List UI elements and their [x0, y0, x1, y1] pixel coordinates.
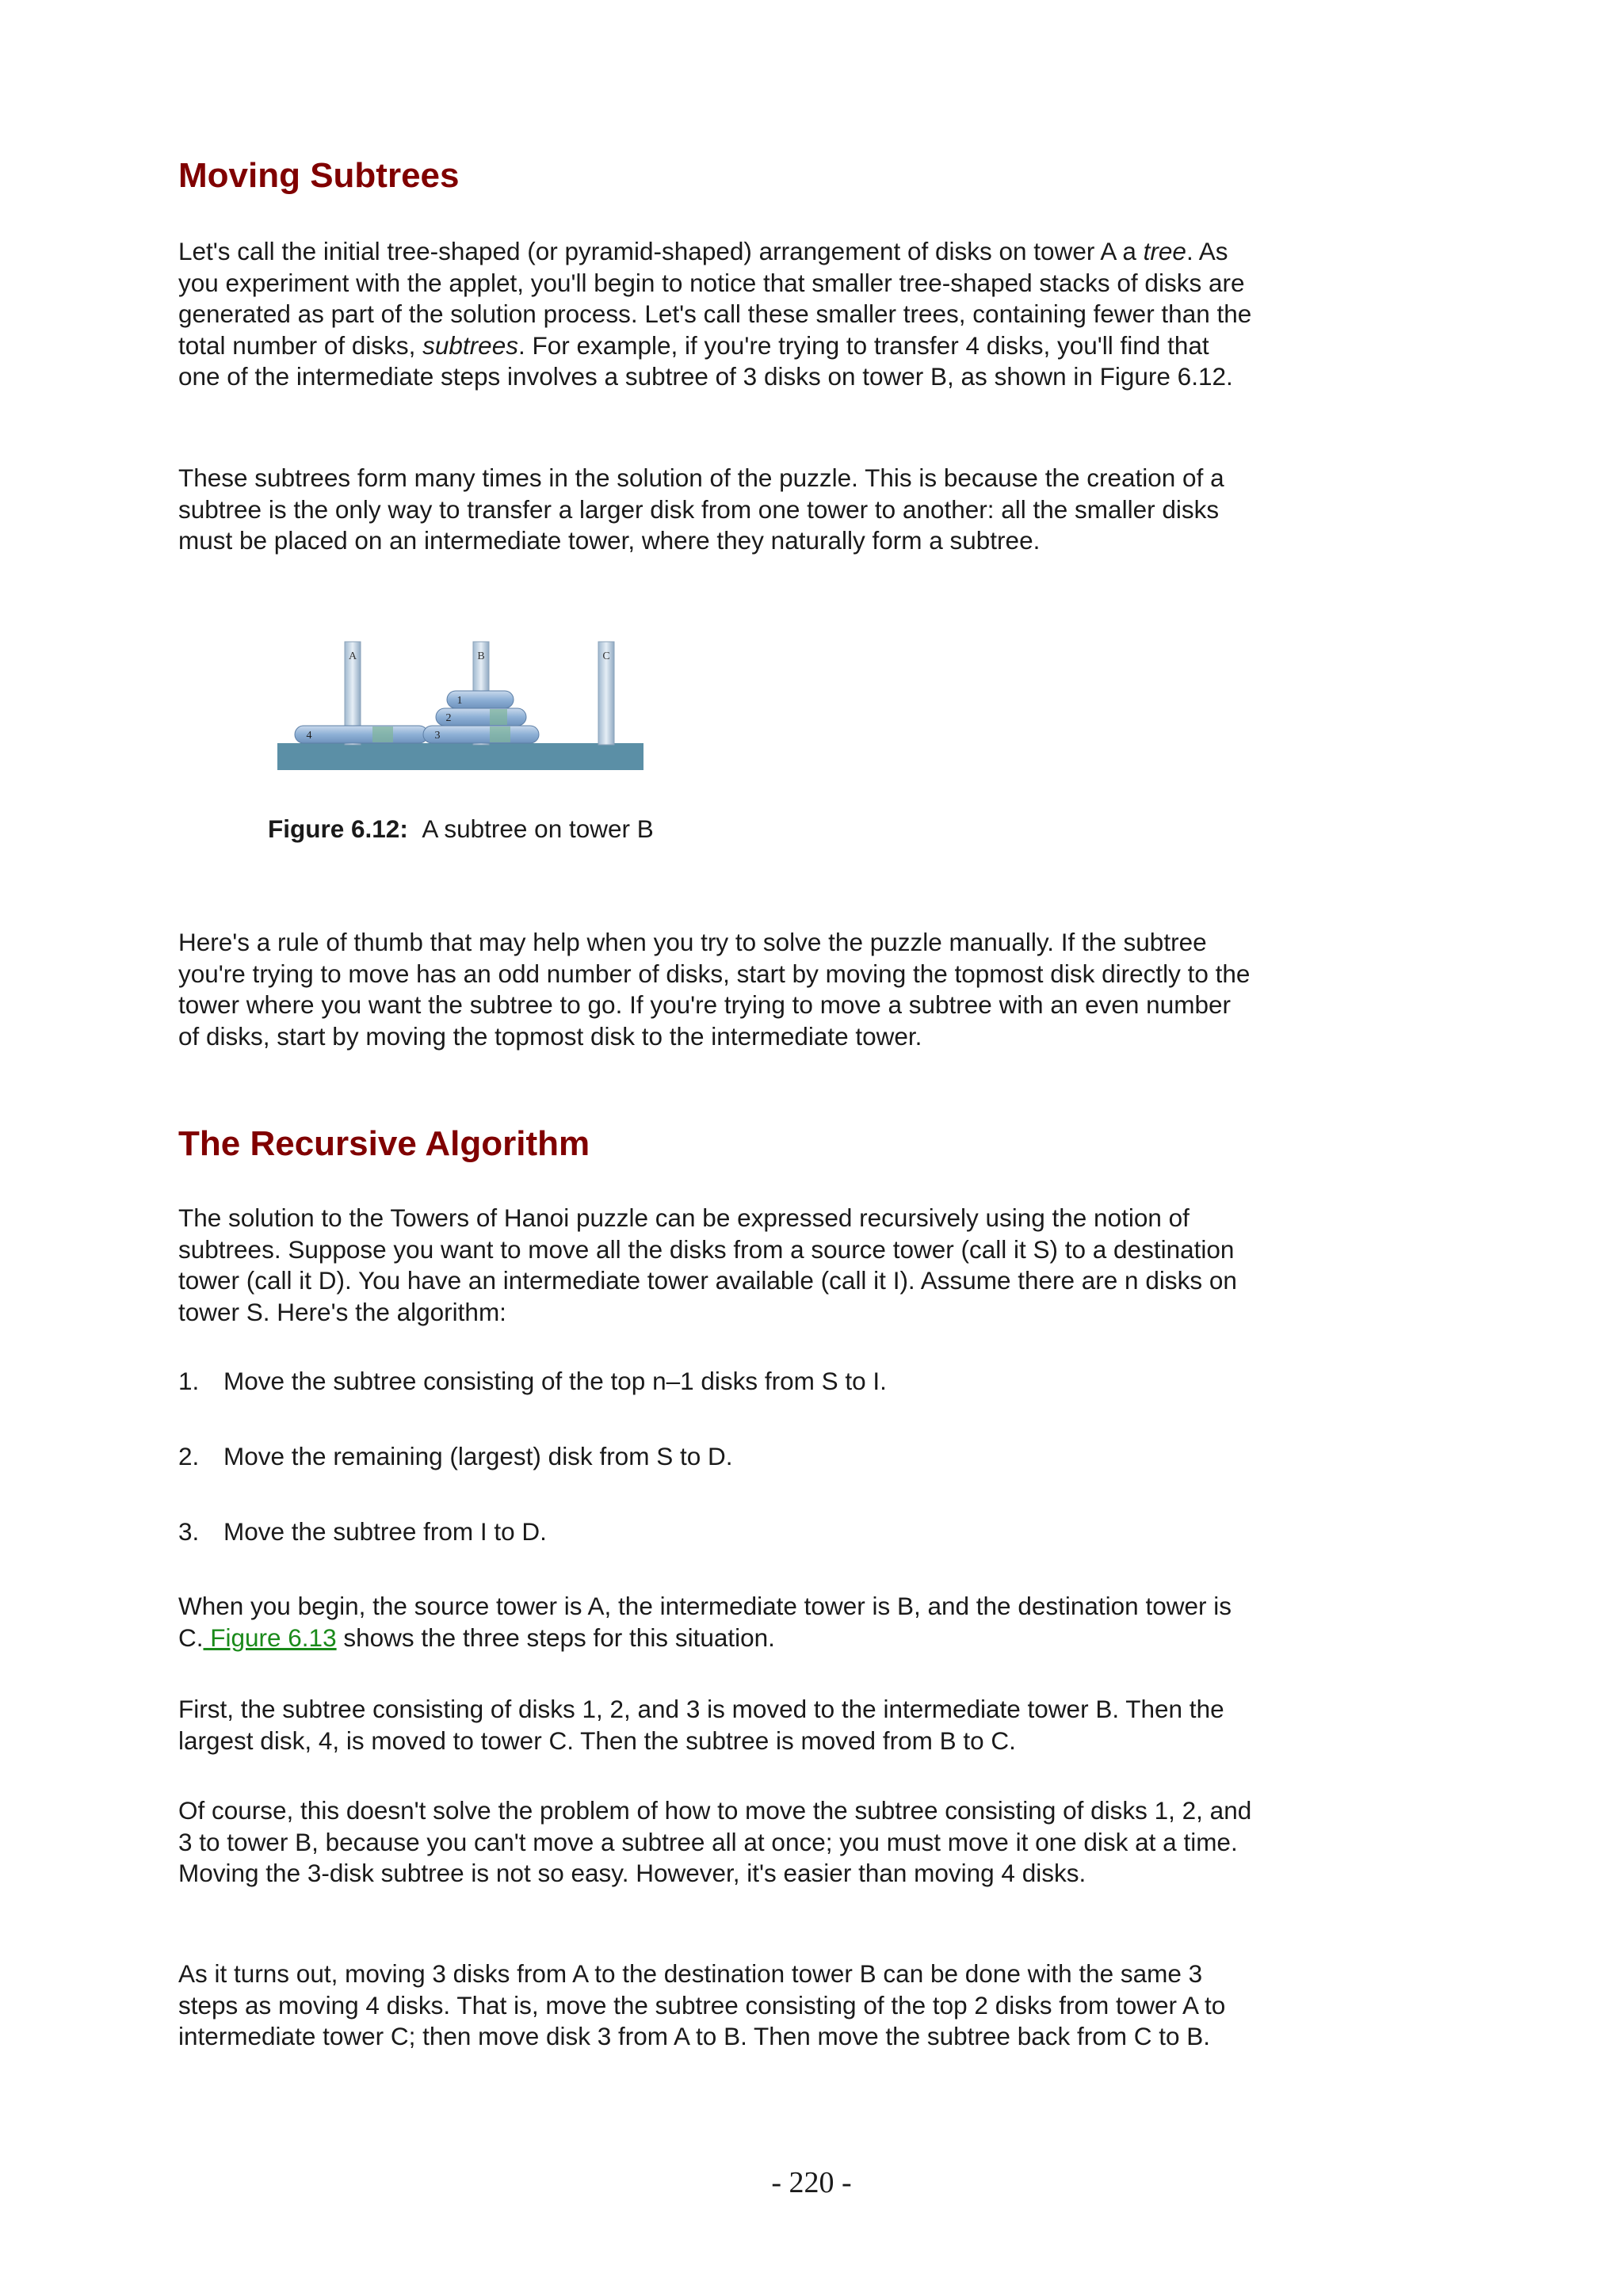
- paragraph: [178, 236, 1256, 393]
- tower-base: [277, 743, 643, 770]
- paragraph-text: As it turns out, moving 3 disks from A to the destination tower B can be done with the same 3 steps as moving 4 disks. That is, move the subtree consisting of the top 2 disks from tower A to intermediate tower C; then move disk 3 from A to B. Then move the subtree back from C to B.: [178, 1959, 1226, 2050]
- paragraph-text: These subtrees form many times in the solution of the puzzle. This is because the creation of a subtree is the only way to transfer a larger disk from one tower to another: all the smaller disks must be placed on an intermediate tower, where they naturally form a subtree.: [178, 463, 1224, 555]
- disk-label-1: 1: [456, 695, 463, 707]
- towers-of-hanoi-illustration: [277, 638, 643, 772]
- algorithm-step-list: [178, 1440, 1288, 1472]
- paragraph: [178, 1591, 1256, 1653]
- paragraph: [178, 1203, 1288, 1328]
- disk-highlight: [372, 727, 393, 742]
- text-span: When you begin, the source tower is A, the intermediate tower is B, and the destination tower is C.: [178, 1592, 1232, 1652]
- figure-6-12-image: [277, 638, 643, 772]
- section-heading: [178, 1123, 1288, 1165]
- caption-line: [268, 813, 1377, 845]
- figure-label: Figure 6.12:: [268, 814, 408, 843]
- paragraph: [178, 1795, 1256, 1890]
- paragraph-text: [178, 1591, 1256, 1653]
- paragraph-text: The solution to the Towers of Hanoi puzzle can be expressed recursively using the notion of subtrees. Suppose you want to move all the disks from a source tower (call it S) to a destination tower (call it D). You have an intermediate tower available (call it I). Assume there are n disks on tower S. Here's the algorithm:: [178, 1203, 1237, 1326]
- tower-label-c: C: [602, 650, 610, 662]
- emphasis-subtrees: subtrees: [422, 330, 518, 360]
- paragraph-text: Of course, this doesn't solve the problem of how to move the subtree consisting of disks 1, 2, and 3 to tower B, because you can't move a subtree all at once; you must move it one disk at a time. Moving the 3-disk subtree is not so easy. However, it's easier than moving 4 disks.: [178, 1796, 1252, 1887]
- tower-label-a: A: [348, 650, 357, 662]
- paragraph-text: First, the subtree consisting of disks 1, 2, and 3 is moved to the intermediate tower B. Then the largest disk, 4, is moved to tower C. Then the subtree is moved from B to C.: [178, 1695, 1224, 1755]
- text-span: . For example, if you're trying to transfer 4 disks, you'll find that one of the intermediate steps involves a subtree of 3 disks on tower B, as shown in Figure 6.12.: [178, 330, 1233, 391]
- disk-3: [423, 726, 539, 743]
- figure-caption: [268, 813, 1377, 845]
- tower-label-b: B: [477, 650, 485, 662]
- list-item: [178, 1516, 1288, 1547]
- list-item: [178, 1440, 1288, 1472]
- list-number: 2.: [178, 1442, 200, 1470]
- disk-label-3: 3: [434, 730, 441, 742]
- paragraph: [178, 463, 1256, 557]
- list-text: Move the subtree consisting of the top n–1 disks from S to I.: [223, 1367, 887, 1395]
- list-number: 1.: [178, 1367, 200, 1395]
- section-title-moving-subtrees: Moving Subtrees: [178, 156, 460, 195]
- list-item: [178, 1365, 1288, 1397]
- disk-label-4: 4: [306, 730, 312, 742]
- disk-label-2: 2: [445, 712, 452, 724]
- list-text: Move the subtree from I to D.: [223, 1517, 547, 1546]
- section-heading: [178, 155, 1288, 196]
- paragraph-text: [178, 236, 1256, 393]
- paragraph: [178, 1694, 1256, 1756]
- text-span: . As you experiment with the applet, you'll begin to notice that smaller tree-shaped stacks of disks are generated as part of the solution process. Let's call these smaller trees, containing fewer than the total number of disks,: [178, 237, 1252, 360]
- emphasis-tree: tree: [1143, 237, 1186, 265]
- list-number: 3.: [178, 1517, 200, 1546]
- figure-caption-text: A subtree on tower B: [422, 814, 654, 843]
- algorithm-step-list: [178, 1516, 1288, 1547]
- text-span: Let's call the initial tree-shaped (or pyramid-shaped) arrangement of disks on tower A a: [178, 237, 1144, 265]
- section-title-recursive-algorithm: The Recursive Algorithm: [178, 1124, 590, 1163]
- disk-4: [295, 726, 428, 743]
- disk-highlight: [490, 727, 510, 742]
- paragraph-text: Here's a rule of thumb that may help when you try to solve the puzzle manually. If the subtree you're trying to move has an odd number of disks, start by moving the topmost disk directly to the tower where you want the subtree to go. If you're trying to move a subtree with an even number of disks, start by moving the topmost disk to the intermediate tower.: [178, 928, 1251, 1051]
- list-text: Move the remaining (largest) disk from S to D.: [223, 1442, 733, 1470]
- page-number: - 220 -: [771, 2166, 852, 2199]
- paragraph: [178, 1958, 1256, 2053]
- text-span: shows the three steps for this situation.: [336, 1623, 775, 1652]
- paragraph: [178, 927, 1256, 1052]
- figure-6-13-link[interactable]: Figure 6.13: [203, 1623, 337, 1652]
- algorithm-step-list: [178, 1365, 1288, 1397]
- disk-highlight: [490, 709, 507, 725]
